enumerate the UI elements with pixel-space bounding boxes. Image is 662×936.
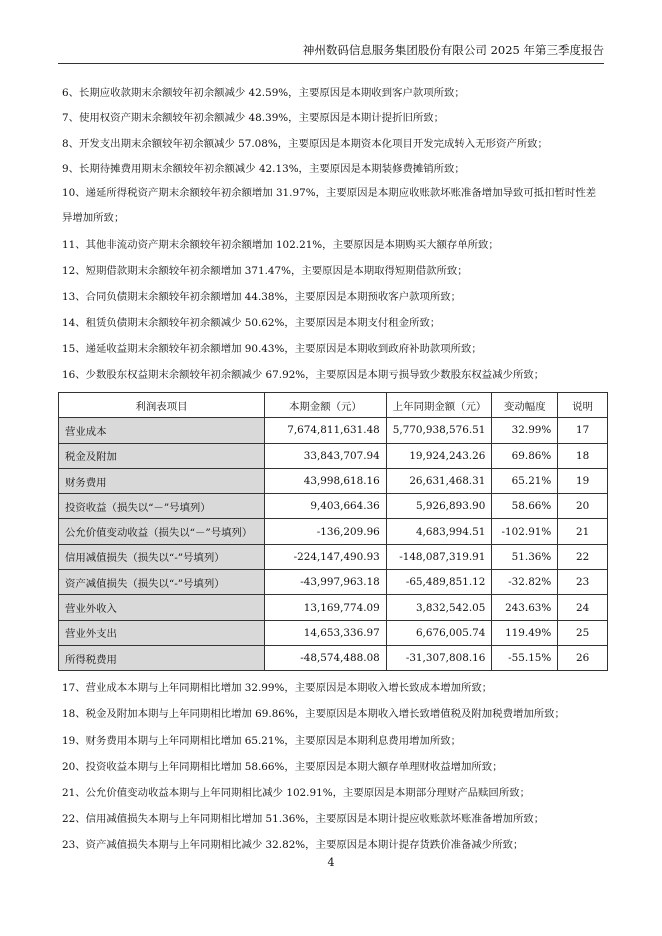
note-paragraph: 17、营业成本本期与上年同期相比增加 32.99%，主要原因是本期收入增长致成本增加所致； xyxy=(62,682,493,694)
note-paragraph: 10、递延所得税资产期末余额较年初余额增加 31.97%，主要原因是本期应收账款坏账准备增加导致可抵扣暂时性差异增加所致； xyxy=(62,187,597,224)
current-amount-cell: -48,574,488.08 xyxy=(265,645,387,670)
change-cell: 51.36% xyxy=(492,544,558,569)
column-header: 说明 xyxy=(558,393,608,418)
change-cell: -55.15% xyxy=(492,645,558,670)
item-cell: 财务费用 xyxy=(59,468,265,493)
current-amount-cell: 9,403,664.36 xyxy=(265,494,387,519)
column-header: 上年同期金额（元） xyxy=(386,393,492,418)
note-paragraph: 23、资产减值损失本期与上年同期相比减少 32.82%，主要原因是本期计提存货跌价准备减少所致； xyxy=(62,839,524,851)
item-cell: 营业外收入 xyxy=(59,595,265,620)
item-cell: 投资收益（损失以“－”号填列） xyxy=(59,494,265,519)
item-cell: 营业外支出 xyxy=(59,620,265,645)
table-header-row xyxy=(59,393,608,418)
current-amount-cell: -136,209.96 xyxy=(265,519,387,544)
table-row xyxy=(59,468,608,493)
note-paragraph: 8、开发支出期末余额较年初余额减少 57.08%，主要原因是本期资本化项目开发完成转入无形资产所致； xyxy=(62,138,548,150)
note-cell: 21 xyxy=(558,519,608,544)
prior-amount-cell: -65,489,851.12 xyxy=(386,570,492,595)
note-paragraph: 21、公允价值变动收益本期与上年同期相比减少 102.91%，主要原因是本期部分理财产品赎回所致； xyxy=(62,787,530,799)
note-paragraph: 19、财务费用本期与上年同期相比增加 65.21%，主要原因是本期利息费用增加所致； xyxy=(62,735,462,747)
current-amount-cell: 43,998,618.16 xyxy=(265,468,387,493)
prior-amount-cell: 5,926,893.90 xyxy=(386,494,492,519)
current-amount-cell: 33,843,707.94 xyxy=(265,443,387,468)
column-header: 利润表项目 xyxy=(59,393,265,418)
note-paragraph: 9、长期待摊费用期末余额较年初余额减少 42.13%，主要原因是本期装修费摊销所致； xyxy=(62,163,465,175)
item-cell: 税金及附加 xyxy=(59,443,265,468)
note-paragraph: 6、长期应收款期末余额较年初余额减少 42.59%，主要原因是本期收到客户款项所致； xyxy=(62,87,465,99)
change-cell: 65.21% xyxy=(492,468,558,493)
report-header: 神州数码信息服务集团股份有限公司 2025 年第三季度报告 xyxy=(58,42,604,64)
item-cell: 信用减值损失（损失以“-”号填列） xyxy=(59,544,265,569)
prior-amount-cell: -31,307,808.16 xyxy=(386,645,492,670)
note-paragraph: 11、其他非流动资产期末余额较年初余额增加 102.21%，主要原因是本期购买大额存单所致； xyxy=(62,239,499,251)
note-cell: 23 xyxy=(558,570,608,595)
change-cell: 119.49% xyxy=(492,620,558,645)
change-cell: -32.82% xyxy=(492,570,558,595)
change-cell: 243.63% xyxy=(492,595,558,620)
note-cell: 24 xyxy=(558,595,608,620)
table-row xyxy=(59,443,608,468)
note-paragraph: 13、合同负债期末余额较年初余额增加 44.38%，主要原因是本期预收客户款项所致； xyxy=(62,291,462,303)
prior-amount-cell: 5,770,938,576.51 xyxy=(386,418,492,443)
prior-amount-cell: 26,631,468.31 xyxy=(386,468,492,493)
column-header: 本期金额（元） xyxy=(265,393,387,418)
table-row xyxy=(59,494,608,519)
item-cell: 公允价值变动收益（损失以“－”号填列） xyxy=(59,519,265,544)
note-cell: 18 xyxy=(558,443,608,468)
note-paragraph: 20、投资收益本期与上年同期相比增加 58.66%，主要原因是本期大额存单理财收益增加所致； xyxy=(62,761,503,773)
table-row xyxy=(59,645,608,670)
note-paragraph: 7、使用权资产期末余额较年初余额减少 48.39%，主要原因是本期计提折旧所致； xyxy=(62,112,445,124)
column-header: 变动幅度 xyxy=(492,393,558,418)
note-paragraph: 14、租赁负债期末余额较年初余额减少 50.62%，主要原因是本期支付租金所致； xyxy=(62,317,441,329)
current-amount-cell: 13,169,774.09 xyxy=(265,595,387,620)
note-cell: 20 xyxy=(558,494,608,519)
item-cell: 资产减值损失（损失以“-”号填列） xyxy=(59,570,265,595)
table-row xyxy=(59,570,608,595)
table-row xyxy=(59,620,608,645)
current-amount-cell: -224,147,490.93 xyxy=(265,544,387,569)
table-row xyxy=(59,418,608,443)
note-paragraph: 22、信用减值损失本期与上年同期相比增加 51.36%，主要原因是本期计提应收账款坏账准备增加所致； xyxy=(62,813,545,825)
note-paragraph: 16、少数股东权益期末余额较年初余额减少 67.92%，主要原因是本期亏损导致少数股东权益减少所致； xyxy=(62,369,545,381)
change-cell: 58.66% xyxy=(492,494,558,519)
prior-amount-cell: 6,676,005.74 xyxy=(386,620,492,645)
table-row xyxy=(59,544,608,569)
note-cell: 22 xyxy=(558,544,608,569)
table-row xyxy=(59,519,608,544)
note-cell: 17 xyxy=(558,418,608,443)
table-row xyxy=(59,595,608,620)
change-cell: -102.91% xyxy=(492,519,558,544)
prior-amount-cell: 4,683,994.51 xyxy=(386,519,492,544)
note-paragraph: 18、税金及附加本期与上年同期相比增加 69.86%，主要原因是本期收入增长致增值税及附加税费增加所致； xyxy=(62,708,565,720)
prior-amount-cell: 19,924,243.26 xyxy=(386,443,492,468)
current-amount-cell: -43,997,963.18 xyxy=(265,570,387,595)
item-cell: 营业成本 xyxy=(59,418,265,443)
note-paragraph: 12、短期借款期末余额较年初余额增加 371.47%，主要原因是本期取得短期借款所致； xyxy=(62,265,468,277)
change-cell: 32.99% xyxy=(492,418,558,443)
income-statement-table xyxy=(58,392,608,671)
note-cell: 26 xyxy=(558,645,608,670)
current-amount-cell: 14,653,336.97 xyxy=(265,620,387,645)
note-paragraph: 15、递延收益期末余额较年初余额增加 90.43%，主要原因是本期收到政府补助款项所致； xyxy=(62,343,482,355)
note-cell: 19 xyxy=(558,468,608,493)
item-cell: 所得税费用 xyxy=(59,645,265,670)
change-cell: 69.86% xyxy=(492,443,558,468)
note-cell: 25 xyxy=(558,620,608,645)
prior-amount-cell: -148,087,319.91 xyxy=(386,544,492,569)
prior-amount-cell: 3,832,542.05 xyxy=(386,595,492,620)
page-number: 4 xyxy=(327,856,335,869)
current-amount-cell: 7,674,811,631.48 xyxy=(265,418,387,443)
